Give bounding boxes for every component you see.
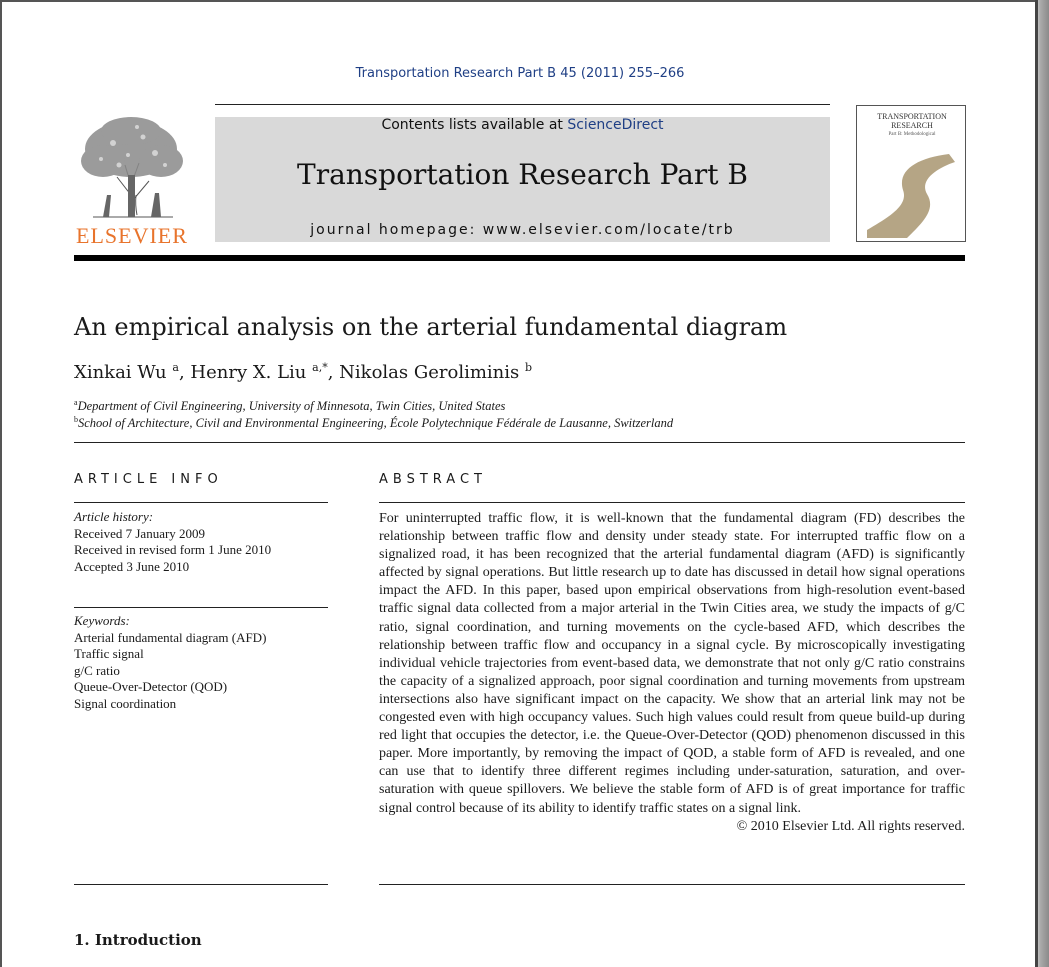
keywords-block [74,613,266,712]
journal-homepage-link[interactable]: journal homepage: www.elsevier.com/locate/trb [310,222,735,238]
journal-title: Transportation Research Part B [297,158,748,191]
article-info-rule [74,502,328,503]
history-item: Received 7 January 2009 [74,525,206,541]
abstract-heading: ABSTRACT [379,472,487,487]
keyword-item: Queue-Over-Detector (QOD) [74,679,228,694]
affiliation-marker: a [74,398,78,407]
cover-road-icon [857,106,965,241]
contents-prefix: Contents lists available at [381,117,568,133]
history-item: Accepted 3 June 2010 [74,558,190,574]
journal-citation[interactable]: Transportation Research Part B 45 (2011) 255–266 [355,66,685,81]
author-affil-marker: a [172,361,179,374]
copyright-notice: © 2010 Elsevier Ltd. All rights reserved. [736,818,965,834]
keywords-label: Keywords: [74,613,130,628]
author-name[interactable]: Nikolas Geroliminis [339,362,520,383]
keyword-item: g/C ratio [74,662,120,678]
affiliation-b [74,415,673,431]
article-info-heading: ARTICLE INFO [74,472,223,487]
abstract-rule [379,502,965,503]
journal-banner [215,117,830,242]
journal-cover-thumbnail [856,105,966,242]
header-top-rule [215,104,830,105]
paper-title: An empirical analysis on the arterial fundamental diagram [74,313,788,341]
author-name[interactable]: Henry X. Liu [190,362,307,383]
elsevier-logo [73,115,191,248]
history-item: Received in revised form 1 June 2010 [74,542,272,557]
elsevier-tree-icon [73,115,191,221]
author-list: Xinkai Wu $^a$, Henry X. Liu $^{a,*}$, Nikolas Geroliminis $^b$ [74,361,533,383]
contents-line [215,117,830,133]
abstract-text: For uninterrupted traffic flow, it is well-known that the fundamental diagram (FD) describes the relationship between traffic flow and density under steady state. For interrupted traffic flow on a signalized road, it has been recognized that the arterial fundamental diagram (AFD) is significantly affected by signal operations. But little research up to date has discussed in detail how signal operations impact the AFD. In this paper, based upon empirical observations from high-resolution event-based traffic signal data collected from a major arterial in the Twin Cities area, we study the impacts of g/C ratio, signal coordination, and turning movements on the cycle-based AFD, which describes the relationship between traffic flow and occupancy in a signal cycle. By microscopically investigating individual vehicle trajectories from event-based data, we demonstrate that not only g/C ratio constrains the capacity of a signalized approach, poor signal coordination and turning movements from upstream intersections also have significant impact on the capacity. We show that an arterial link may not be congested even with high occupancy values. Such high values could result from queue build-up during red light that occupies the detector, i.e. the Queue-Over-Detector (QOD) phenomenon discussed in this paper. More importantly, by removing the impact of QOD, a stable form of AFD is revealed, and one can use that to identify three different regimes including under-saturation, saturation, and over-saturation with queue spillovers. We believe the stable form of AFD is of great importance for traffic signal control because of its ability to identify traffic states on a signal link. [379,511,965,816]
keyword-item: Traffic signal [74,646,144,661]
cover-subtitle: Part B: Methodological [888,132,936,137]
page-border-left [0,0,2,967]
article-history [74,509,271,575]
affiliation-text: School of Architecture, Civil and Environmental Engineering, École Polytechnique Fédérale de Lausanne, Switzerland [78,416,674,430]
article-history-label: Article history: [74,509,154,524]
section-heading-introduction: 1. Introduction [74,931,202,949]
header-thick-rule [74,255,965,261]
affiliation-text: Department of Civil Engineering, University of Minnesota, Twin Cities, United States [77,399,506,413]
elsevier-wordmark: ELSEVIER [76,223,188,248]
article-info-bottom-rule [74,884,328,885]
author-affil-marker[interactable]: a,* [312,361,328,374]
keyword-item: Signal coordination [74,695,177,711]
keywords-rule [74,607,328,608]
affiliation-a [74,398,505,414]
cover-title: TRANSPORTATION RESEARCH [877,112,947,130]
affiliation-rule [74,442,965,443]
affiliation-marker: b [74,415,78,424]
keyword-item: Arterial fundamental diagram (AFD) [74,629,267,645]
abstract-bottom-rule [379,884,965,885]
page-border-top [0,0,1035,2]
author-affil-marker: b [525,361,533,374]
sciencedirect-link[interactable]: ScienceDirect [567,117,664,133]
author-name[interactable]: Xinkai Wu [74,362,167,383]
abstract-body [379,510,965,836]
page-scroll-edge [1035,0,1049,967]
